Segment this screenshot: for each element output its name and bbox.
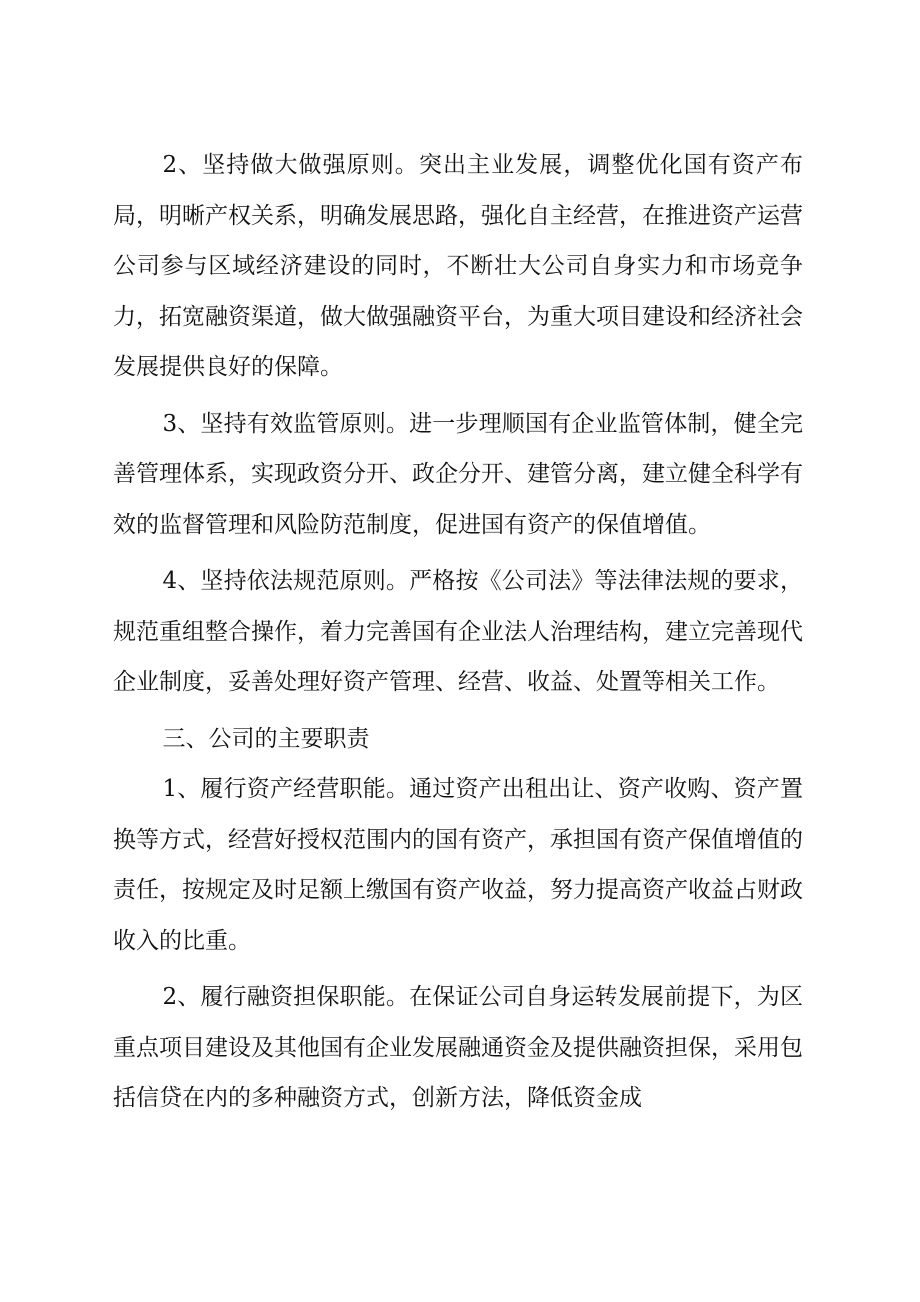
paragraph-duty-2: 2、履行融资担保职能。在保证公司自身运转发展前提下，为区重点项目建设及其他国有企业发展融通资金及提供融资担保，采用包括信贷在内的多种融资方式，创新方法，降低资金成 [113, 984, 803, 1111]
section-heading: 三、公司的主要职责 [162, 725, 370, 752]
document-body [113, 140, 803, 1124]
paragraph-principle-3: 3、坚持有效监管原则。进一步理顺国有企业监管体制，健全完善管理体系，实现政资分开、政企分开、建管分离，建立健全科学有效的监督管理和风险防范制度，促进国有资产的保值增值。 [113, 410, 803, 538]
paragraph-duty-1: 1、履行资产经营职能。通过资产出租出让、资产收购、资产置换等方式，经营好授权范围内的国有资产，承担国有资产保值增值的责任，按规定及时足额上缴国有资产收益，努力提高资产收益占财政收入的比重。 [113, 776, 803, 954]
paragraph-principle-2: 2、坚持做大做强原则。突出主业发展，调整优化国有资产布局，明晰产权关系，明确发展思路，强化自主经营，在推进资产运营公司参与区域经济建设的同时，不断壮大公司自身实力和市场竞争力，拓宽融资渠道，做大做强融资平台，为重大项目建设和经济社会发展提供良好的保障。 [113, 152, 803, 380]
paragraph-principle-4: 4、坚持依法规范原则。严格按《公司法》等法律法规的要求，规范重组整合操作，着力完善国有企业法人治理结构，建立完善现代企业制度，妥善处理好资产管理、经营、收益、处置等相关工作。 [113, 568, 803, 695]
